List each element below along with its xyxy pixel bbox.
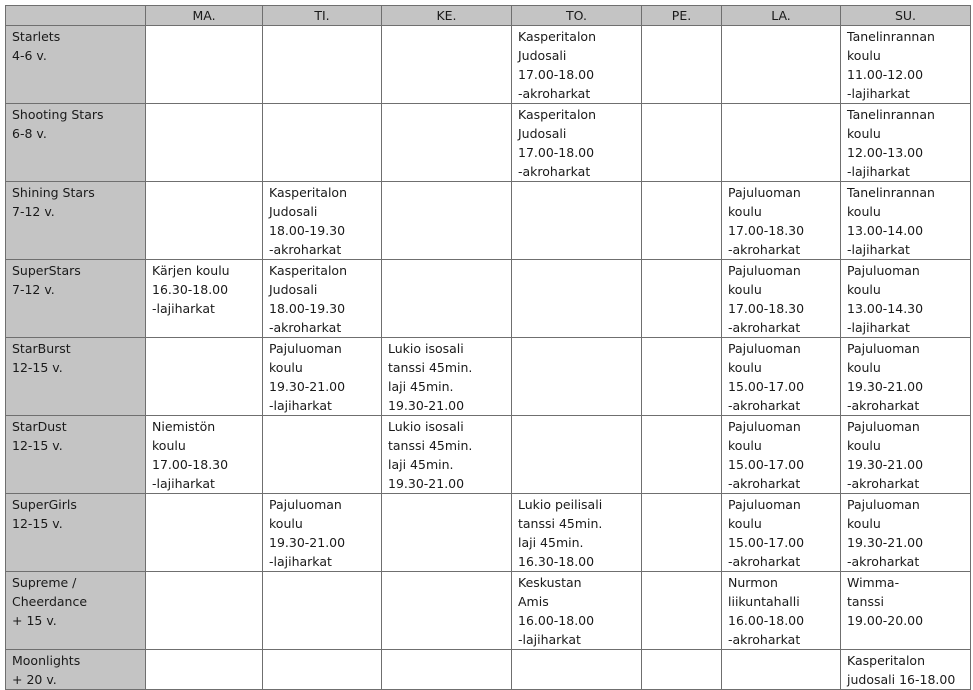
header-day-la: LA. [722,6,841,26]
group-name-cell: SuperGirls 12-15 v. [6,494,146,572]
schedule-cell-ke [382,260,512,338]
schedule-cell-ke [382,572,512,650]
schedule-cell-ti [263,26,382,104]
schedule-cell-ma [146,650,263,690]
schedule-cell-ke [382,494,512,572]
header-day-pe: PE. [642,6,722,26]
schedule-cell-to: Kasperitalon Judosali 17.00-18.00 -akroharkat [512,104,642,182]
group-name-cell: Shining Stars 7-12 v. [6,182,146,260]
schedule-cell-pe [642,650,722,690]
schedule-cell-su: Tanelinrannan koulu 11.00-12.00 -lajiharkat [841,26,971,104]
schedule-cell-la [722,650,841,690]
schedule-cell-ma [146,494,263,572]
schedule-cell-ke [382,104,512,182]
schedule-cell-ma [146,572,263,650]
schedule-cell-ti: Pajuluoman koulu 19.30-21.00 -lajiharkat [263,494,382,572]
table-row [6,338,971,416]
schedule-cell-ke: Lukio isosali tanssi 45min. laji 45min. 19.30-21.00 [382,416,512,494]
schedule-cell-to [512,338,642,416]
schedule-cell-to: Kasperitalon Judosali 17.00-18.00 -akroharkat [512,26,642,104]
header-corner [6,6,146,26]
schedule-cell-pe [642,26,722,104]
table-row [6,494,971,572]
schedule-cell-pe [642,104,722,182]
table-row [6,650,971,690]
schedule-cell-ma [146,26,263,104]
header-row [6,6,971,26]
schedule-cell-ti [263,650,382,690]
schedule-cell-pe [642,572,722,650]
group-name-cell: SuperStars 7-12 v. [6,260,146,338]
schedule-cell-to [512,650,642,690]
table-row [6,572,971,650]
schedule-cell-pe [642,494,722,572]
schedule-cell-la: Pajuluoman koulu 17.00-18.30 -akroharkat [722,260,841,338]
schedule-body [6,26,971,690]
schedule-cell-su: Wimma- tanssi 19.00-20.00 [841,572,971,650]
schedule-cell-to [512,182,642,260]
schedule-cell-to [512,260,642,338]
schedule-cell-su: Pajuluoman koulu 13.00-14.30 -lajiharkat [841,260,971,338]
schedule-cell-la [722,104,841,182]
schedule-cell-la: Pajuluoman koulu 15.00-17.00 -akroharkat [722,416,841,494]
group-name-cell: StarBurst 12-15 v. [6,338,146,416]
schedule-cell-la: Pajuluoman koulu 15.00-17.00 -akroharkat [722,494,841,572]
schedule-cell-ma [146,338,263,416]
schedule-cell-ma: Niemistön koulu 17.00-18.30 -lajiharkat [146,416,263,494]
schedule-cell-ti [263,416,382,494]
schedule-cell-ti: Kasperitalon Judosali 18.00-19.30 -akroharkat [263,182,382,260]
schedule-cell-ke: Lukio isosali tanssi 45min. laji 45min. 19.30-21.00 [382,338,512,416]
schedule-cell-ma: Kärjen koulu 16.30-18.00 -lajiharkat [146,260,263,338]
schedule-cell-ti [263,572,382,650]
schedule-cell-su: Kasperitalon judosali 16-18.00 [841,650,971,690]
schedule-cell-su: Tanelinrannan koulu 13.00-14.00 -lajiharkat [841,182,971,260]
schedule-cell-to [512,416,642,494]
schedule-cell-su: Pajuluoman koulu 19.30-21.00 -akroharkat [841,338,971,416]
group-name-cell: Moonlights + 20 v. [6,650,146,690]
table-row [6,182,971,260]
schedule-cell-la: Nurmon liikuntahalli 16.00-18.00 -akroharkat [722,572,841,650]
schedule-cell-ti: Pajuluoman koulu 19.30-21.00 -lajiharkat [263,338,382,416]
schedule-cell-ma [146,104,263,182]
schedule-cell-pe [642,260,722,338]
schedule-cell-la [722,26,841,104]
schedule-cell-pe [642,416,722,494]
group-name-cell: Starlets 4-6 v. [6,26,146,104]
schedule-cell-ma [146,182,263,260]
group-name-cell: Supreme / Cheerdance + 15 v. [6,572,146,650]
schedule-cell-su: Pajuluoman koulu 19.30-21.00 -akroharkat [841,494,971,572]
table-row [6,416,971,494]
schedule-cell-su: Pajuluoman koulu 19.30-21.00 -akroharkat [841,416,971,494]
table-row [6,260,971,338]
schedule-cell-pe [642,182,722,260]
group-name-cell: Shooting Stars 6-8 v. [6,104,146,182]
table-row [6,104,971,182]
header-day-ma: MA. [146,6,263,26]
schedule-table [5,5,971,690]
header-day-to: TO. [512,6,642,26]
schedule-cell-ke [382,182,512,260]
schedule-cell-su: Tanelinrannan koulu 12.00-13.00 -lajiharkat [841,104,971,182]
schedule-cell-to: Lukio peilisali tanssi 45min. laji 45min. 16.30-18.00 [512,494,642,572]
header-day-ke: KE. [382,6,512,26]
table-row [6,26,971,104]
header-day-su: SU. [841,6,971,26]
schedule-cell-ti: Kasperitalon Judosali 18.00-19.30 -akroharkat [263,260,382,338]
header-day-ti: TI. [263,6,382,26]
schedule-cell-pe [642,338,722,416]
schedule-cell-la: Pajuluoman koulu 17.00-18.30 -akroharkat [722,182,841,260]
schedule-cell-la: Pajuluoman koulu 15.00-17.00 -akroharkat [722,338,841,416]
schedule-cell-ke [382,650,512,690]
group-name-cell: StarDust 12-15 v. [6,416,146,494]
schedule-cell-ti [263,104,382,182]
schedule-cell-ke [382,26,512,104]
schedule-cell-to: Keskustan Amis 16.00-18.00 -lajiharkat [512,572,642,650]
